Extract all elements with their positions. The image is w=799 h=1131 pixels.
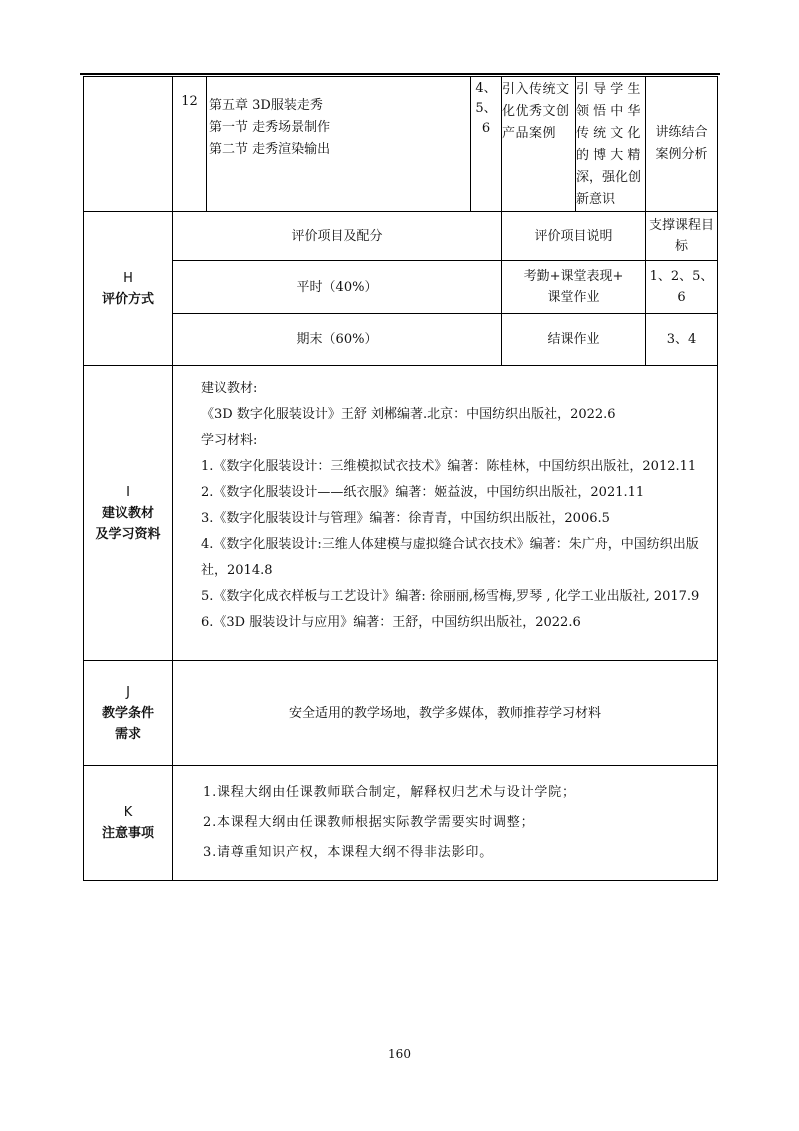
eval-desc: 结课作业 [502,314,646,366]
material-item: 3.《数字化服装设计与管理》编著：徐青青，中国纺织出版社，2006.5 [201,511,610,526]
section-i-code: I [126,484,130,500]
textbook-item: 《3D 数字化服装设计》王舒 刘郴编著.北京：中国纺织出版社，2022.6 [201,407,616,422]
section-j-title: 需求 [114,726,141,742]
syllabus-table [83,76,718,881]
section-j-code: J [126,684,130,700]
note-item: 2.本课程大纲由任课教师根据实际教学需要实时调整； [203,815,535,830]
eval-item: 期末（60%） [173,314,502,366]
section-k-label [84,766,173,881]
header-rule [80,73,720,75]
hours-line: 6 [481,121,491,136]
method-content [646,77,718,212]
method-line: 案例分析 [655,147,708,162]
section-i-title: 及学习资料 [95,526,161,542]
goal-line: 新意识 [576,192,616,207]
materials-row [84,366,718,661]
conditions-content: 安全适用的教学场地，教学多媒体，教师推荐学习材料 [173,661,718,766]
material-item: 4.《数字化服装设计:三维人体建模与虚拟缝合试衣技术》编著：朱广舟，中国纺织出版社，2014.8 [201,537,699,578]
note-item: 3.请尊重知识产权，本课程大纲不得非法影印。 [203,845,494,860]
ideology-line: 引入传统文 [502,82,570,97]
eval-targets: 3、4 [646,314,718,366]
goal-line: 领 悟 中 华 [576,104,641,119]
goal-line: 引 导 学 生 [576,82,641,97]
section-h-title: 评价方式 [101,291,154,307]
material-item: 1.《数字化服装设计：三维模拟试衣技术》编著：陈桂林，中国纺织出版社，2012.11 [201,459,697,474]
eval-header-desc: 评价项目说明 [502,212,646,261]
section-k-code: K [123,805,133,820]
page-number: 160 [388,1047,411,1061]
section-h-code: H [123,270,133,286]
section-two: 第二节 走秀渲染输出 [209,142,331,157]
evaluation-row-regular [84,261,718,314]
ideology-line: 化优秀文创 [502,104,570,119]
section-one: 第一节 走秀场景制作 [209,120,331,135]
course-hours [471,77,502,212]
materials-content [173,366,718,661]
material-item: 2.《数字化服装设计——纸衣服》编著：姬益波，中国纺织出版社，2021.11 [201,485,645,500]
goal-line: 传 统 文 化 [576,126,641,141]
section-i-label [84,366,173,661]
evaluation-row-final [84,314,718,366]
goal-line: 深，强化创 [576,170,642,185]
eval-desc-line: 课堂作业 [547,290,600,305]
notes-row [84,766,718,881]
chapter-content [207,77,471,212]
evaluation-header-row [84,212,718,261]
section-h-label [84,212,173,366]
eval-targets: 1、2、5、6 [646,261,718,314]
materials-heading: 学习材料: [201,433,258,448]
section-i-title: 建议教材 [101,505,154,521]
conditions-row [84,661,718,766]
goal-line: 的 博 大 精 [576,148,641,163]
textbook-heading: 建议教材: [201,381,258,396]
eval-desc-line: 考勤+课堂表现+ [523,269,624,284]
hours-line: 4、5、 [475,81,497,116]
course-row [84,77,718,212]
goal-content [576,77,646,212]
course-number: 12 [173,77,207,212]
eval-desc [502,261,646,314]
section-k-title: 注意事项 [101,826,154,841]
material-item: 5.《数字化成衣样板与工艺设计》编著: 徐丽丽,杨雪梅,罗琴 , 化学工业出版社, 2017.9 [201,589,700,604]
eval-item: 平时（40%） [173,261,502,314]
method-line: 讲练结合 [655,125,708,140]
section-j-title: 教学条件 [101,705,154,721]
eval-header-target: 支撑课程目标 [646,212,718,261]
section-j-label [84,661,173,766]
eval-header-item: 评价项目及配分 [173,212,502,261]
material-item: 6.《3D 服装设计与应用》编著：王舒，中国纺织出版社，2022.6 [201,615,581,630]
chapter-title: 第五章 3D服装走秀 [209,98,323,113]
empty-label-cell [84,77,173,212]
ideology-content [502,77,576,212]
ideology-line: 产品案例 [502,126,557,141]
note-item: 1.课程大纲由任课教师联合制定，解释权归艺术与设计学院； [203,785,576,800]
notes-content [173,766,718,881]
